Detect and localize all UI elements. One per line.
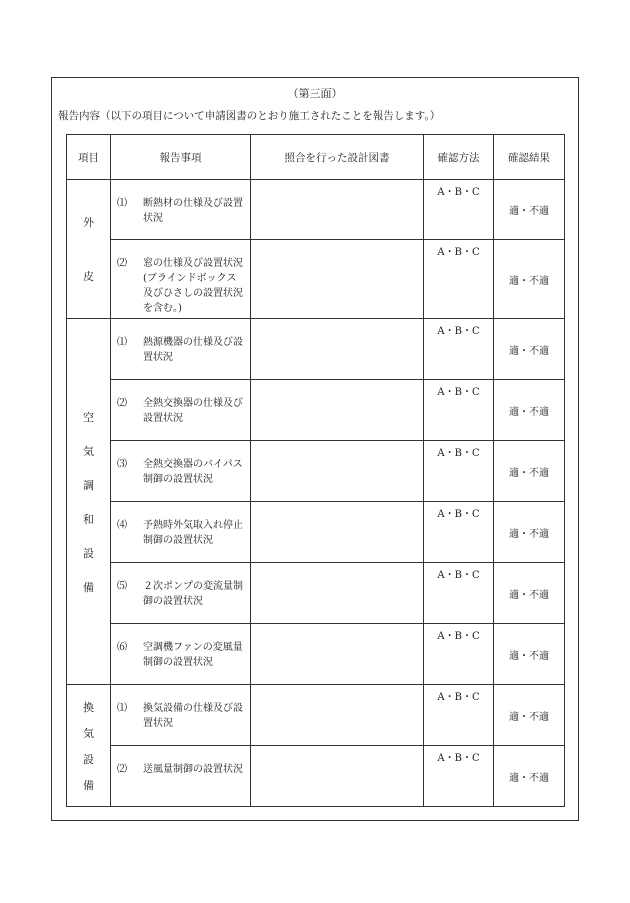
category-char: 皮 [83, 270, 94, 283]
result-options: 適・不適 [509, 711, 549, 723]
table-row [67, 441, 565, 502]
category-char: 外 [83, 216, 94, 229]
result-options: 適・不適 [509, 345, 549, 357]
item-text: 窓の仕様及び設置状況(ブラインドボックス及びひさしの設置状況を含む。) [143, 258, 243, 314]
item-number: ⑵ [117, 258, 127, 269]
category-char: 換 [83, 700, 94, 714]
verification-result-field[interactable] [494, 319, 565, 380]
report-item-cell [111, 441, 251, 502]
result-options: 適・不適 [509, 275, 549, 287]
result-options: 適・不適 [509, 206, 549, 217]
table-row [67, 319, 565, 380]
report-item-cell [111, 319, 251, 380]
verification-method-field[interactable] [424, 563, 494, 624]
verification-method-field[interactable] [424, 502, 494, 563]
header-drawing: 照合を行った設計図書 [251, 135, 424, 180]
item-text: 全熱交換器のバイパス制御の設置状況 [143, 459, 243, 485]
item-number: ⑵ [117, 764, 127, 775]
table-row [67, 685, 565, 746]
report-item-cell [111, 240, 251, 319]
category-cell [67, 319, 111, 685]
item-number: ⑵ [117, 398, 127, 409]
verification-method-field[interactable] [424, 746, 494, 807]
item-number: ⑴ [117, 703, 127, 714]
verification-result-field[interactable] [494, 380, 565, 441]
item-number: ⑴ [117, 198, 127, 209]
verification-result-field[interactable] [494, 240, 565, 319]
method-options: A・B・C [437, 509, 480, 520]
result-options: 適・不適 [509, 589, 549, 601]
verification-result-field[interactable] [494, 624, 565, 685]
category-char: 気 [83, 444, 94, 458]
result-options: 適・不適 [509, 650, 549, 662]
table-row [67, 502, 565, 563]
item-text: ２次ポンプの変流量制御の設置状況 [143, 581, 243, 607]
category-char: 設 [83, 752, 94, 766]
report-item-cell [111, 380, 251, 441]
category-char: 和 [83, 512, 94, 526]
design-drawing-field[interactable] [251, 380, 424, 441]
table-row [67, 624, 565, 685]
verification-method-field[interactable] [424, 319, 494, 380]
report-item-cell [111, 685, 251, 746]
report-table [66, 134, 565, 807]
item-number: ⑷ [117, 520, 127, 531]
result-options: 適・不適 [509, 528, 549, 540]
verification-result-field[interactable] [494, 502, 565, 563]
header-result: 確認結果 [494, 135, 565, 180]
item-number: ⑸ [117, 581, 127, 592]
method-options: A・B・C [437, 448, 480, 459]
verification-method-field[interactable] [424, 240, 494, 319]
method-options: A・B・C [437, 247, 480, 258]
item-number: ⑶ [117, 459, 127, 470]
header-row [67, 135, 565, 180]
design-drawing-field[interactable] [251, 441, 424, 502]
table-row [67, 380, 565, 441]
category-char: 設 [83, 546, 94, 560]
item-number: ⑴ [117, 337, 127, 348]
category-char: 気 [83, 726, 94, 740]
category-cell [67, 685, 111, 807]
item-text: 断熱材の仕様及び設置状況 [143, 198, 243, 224]
category-cell [67, 180, 111, 319]
result-options: 適・不適 [509, 406, 549, 418]
verification-method-field[interactable] [424, 624, 494, 685]
category-char: 空 [83, 410, 94, 424]
verification-result-field[interactable] [494, 180, 565, 240]
verification-result-field[interactable] [494, 563, 565, 624]
verification-method-field[interactable] [424, 441, 494, 502]
method-options: A・B・C [437, 187, 480, 198]
design-drawing-field[interactable] [251, 240, 424, 319]
header-item: 報告事項 [111, 135, 251, 180]
intro-text: 報告内容（以下の項目について申請図書のとおり施工されたことを報告します。） [58, 110, 441, 122]
item-text: 予熱時外気取入れ停止制御の設置状況 [143, 520, 243, 546]
design-drawing-field[interactable] [251, 746, 424, 807]
result-options: 適・不適 [509, 467, 549, 479]
method-options: A・B・C [437, 326, 480, 337]
design-drawing-field[interactable] [251, 502, 424, 563]
design-drawing-field[interactable] [251, 319, 424, 380]
item-text: 送風量制御の設置状況 [143, 764, 243, 775]
table-row [67, 180, 565, 240]
verification-method-field[interactable] [424, 180, 494, 240]
report-form-frame [51, 77, 579, 821]
table-row [67, 240, 565, 319]
table-row [67, 746, 565, 807]
report-item-cell [111, 180, 251, 240]
method-options: A・B・C [437, 570, 480, 581]
design-drawing-field[interactable] [251, 685, 424, 746]
item-number: ⑹ [117, 642, 127, 653]
report-item-cell [111, 746, 251, 807]
verification-result-field[interactable] [494, 746, 565, 807]
report-item-cell [111, 502, 251, 563]
item-text: 空調機ファンの変風量制御の設置状況 [143, 642, 243, 668]
header-method: 確認方法 [424, 135, 494, 180]
category-char: 備 [83, 580, 94, 594]
design-drawing-field[interactable] [251, 180, 424, 240]
verification-method-field[interactable] [424, 685, 494, 746]
category-char: 調 [83, 478, 94, 492]
header-category: 項目 [67, 135, 111, 180]
report-item-cell [111, 624, 251, 685]
result-options: 適・不適 [509, 772, 549, 784]
verification-result-field[interactable] [494, 441, 565, 502]
method-options: A・B・C [437, 692, 480, 703]
verification-result-field[interactable] [494, 685, 565, 746]
method-options: A・B・C [437, 631, 480, 642]
page-title: （第三面） [287, 87, 343, 100]
design-drawing-field[interactable] [251, 563, 424, 624]
item-text: 換気設備の仕様及び設置状況 [143, 703, 243, 729]
design-drawing-field[interactable] [251, 624, 424, 685]
category-char: 備 [83, 778, 94, 792]
method-options: A・B・C [437, 387, 480, 398]
method-options: A・B・C [437, 753, 480, 764]
report-item-cell [111, 563, 251, 624]
verification-method-field[interactable] [424, 380, 494, 441]
table-row [67, 563, 565, 624]
item-text: 熱源機器の仕様及び設置状況 [143, 337, 243, 363]
item-text: 全熱交換器の仕様及び設置状況 [143, 398, 243, 424]
